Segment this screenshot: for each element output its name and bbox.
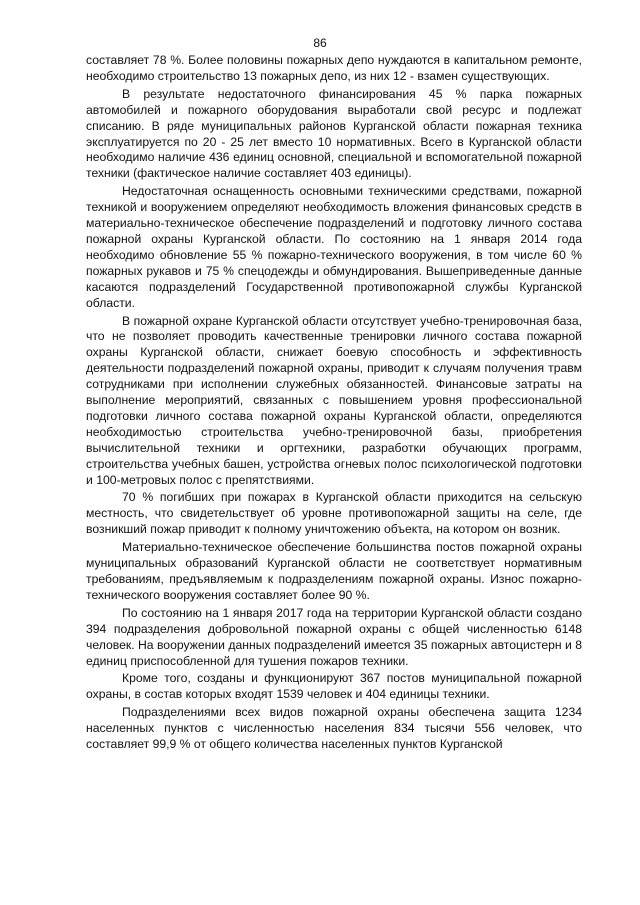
paragraph-equipment: Недостаточная оснащенность основными техническими средствами, пожарной техникой и вооружением определяют необходимость вложения финансовых средств в материально-техническое обеспечение подразделений и подготовку личного состава пожарной охраны Курганской области. По состоянию на 1 января 2014 года необходимо обновление 55 % пожарно-технического вооружения, в том числе 60 % пожарных рукавов и 75 % спецодежды и обмундирования. Вышеприведенные данные касаются подразделений Государственной противопожарной службы Курганской области. bbox=[86, 184, 582, 310]
body-text bbox=[86, 53, 582, 753]
paragraph-financing: В результате недостаточного финансирования 45 % парка пожарных автомобилей и пожарного оборудования выработали свой ресурс и подлежат списанию. В ряде муниципальных районов Курганской области пожарная техника эксплуатируется по 20 - 25 лет вместо 10 нормативных. Всего в Курганской области необходимо наличие 436 единиц основной, специальной и вспомогательной пожарной техники (фактическое наличие составляет 403 единицы). bbox=[86, 86, 582, 181]
page-number: 86 bbox=[313, 36, 327, 50]
paragraph-continuation: составляет 78 %. Более половины пожарных депо нуждаются в капитальном ремонте, необходимо строительство 13 пожарных депо, из них 12 - взамен существующих. bbox=[86, 53, 582, 83]
paragraph-coverage: Подразделениями всех видов пожарной охраны обеспечена защита 1234 населенных пунктов с численностью населения 834 тысячи 556 человек, что составляет 99,9 % от общего количества населенных пунктов Курганской bbox=[86, 705, 582, 752]
paragraph-training-base: В пожарной охране Курганской области отсутствует учебно-тренировочная база, что не позволяет проводить качественные тренировки личного состава пожарной охраны Курганской области, снижает боевую способность и эффективность деятельности подразделений пожарной охраны, приводит к случаям получения травм сотрудниками при исполнении служебных обязанностей. Финансовые затраты на выполнение мероприятий, связанных с повышением уровня профессиональной подготовки личного состава пожарной охраны Курганской области, определяются необходимостью строительства учебно-тренировочной базы, приобретения вычислительной техники и оргтехники, разработки обучающих программ, строительства учебных башен, устройства огневых полос психологической подготовки и 100-метровых полос с препятствиями. bbox=[86, 313, 582, 487]
paragraph-rural-fires: 70 % погибших при пожарах в Курганской области приходится на сельскую местность, что свидетельствует об уровне противопожарной защиты на селе, где возникший пожар приводит к полному уничтожению объекта, на котором он возник. bbox=[86, 490, 582, 537]
paragraph-municipal-guard: Кроме того, созданы и функционируют 367 постов муниципальной пожарной охраны, в состав которых входят 1539 человек и 404 единицы техники. bbox=[86, 671, 582, 702]
paragraph-volunteer-units: По состоянию на 1 января 2017 года на территории Курганской области создано 394 подразделения добровольной пожарной охраны с общей численностью 6148 человек. На вооружении данных подразделений имеется 35 пожарных автоцистерн и 8 единиц приспособленной для тушения пожаров техники. bbox=[86, 605, 582, 668]
paragraph-municipal-posts: Материально-техническое обеспечение большинства постов пожарной охраны муниципальных образований Курганской области не соответствует нормативным требованиям, предъявляемым к подразделениям пожарной охраны. Износ пожарно-технического вооружения составляет более 90 %. bbox=[86, 540, 582, 602]
